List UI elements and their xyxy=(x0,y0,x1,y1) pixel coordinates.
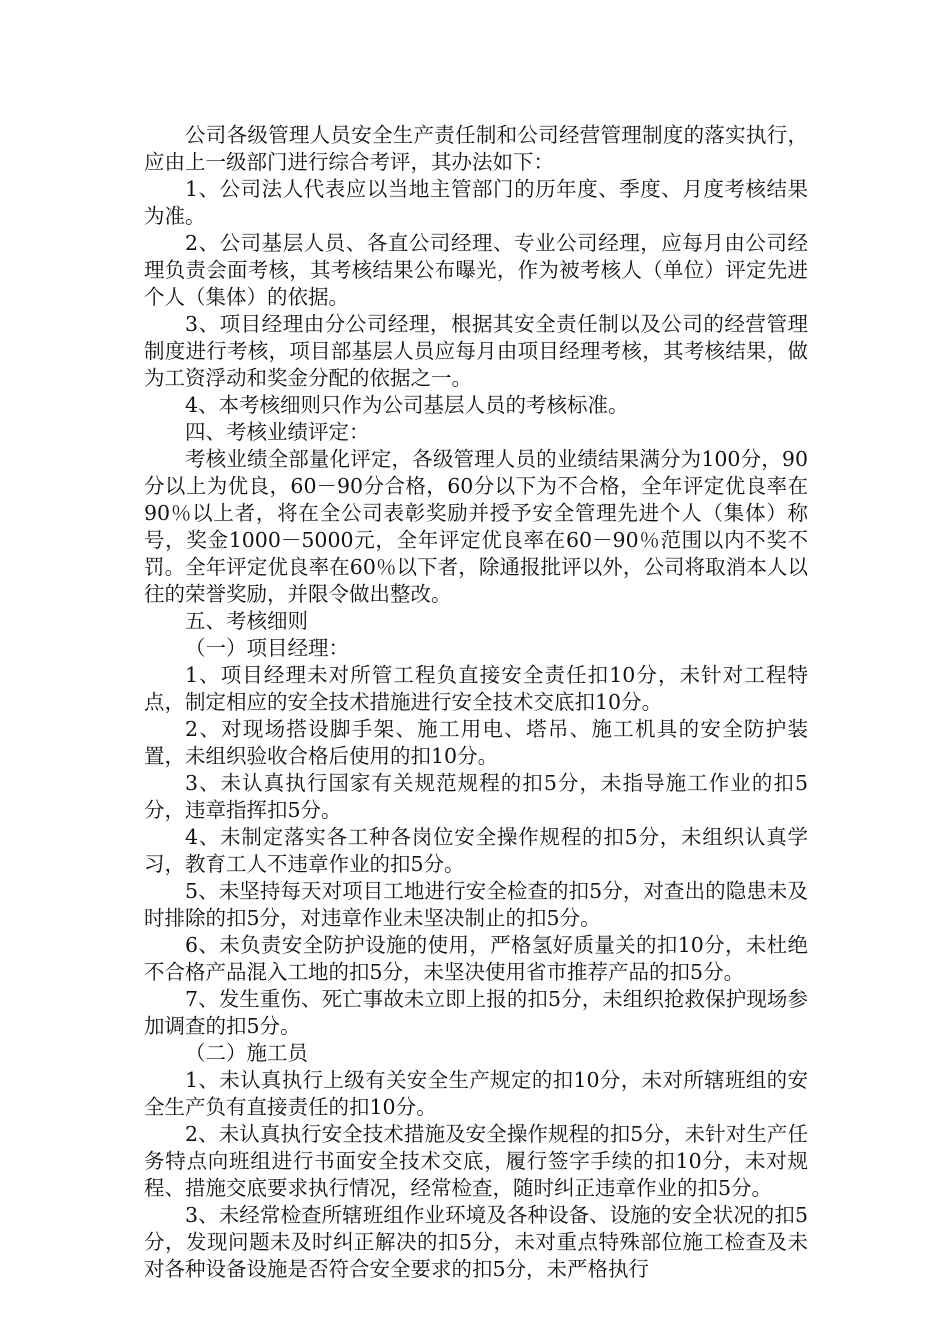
paragraph-item-4: 4、本考核细则只作为公司基层人员的考核标准。 xyxy=(185,393,629,417)
pm-rule-3: 3、未认真执行国家有关规范规程的扣5分，未指导施工作业的扣5分，违章指挥扣5分。 xyxy=(144,771,808,822)
section-heading-4: 四、考核业绩评定： xyxy=(185,420,370,444)
pm-rule-2: 2、对现场搭设脚手架、施工用电、塔吊、施工机具的安全防护装置，未组织验收合格后使用的扣10分。 xyxy=(144,717,808,768)
pm-rule-7: 7、发生重伤、死亡事故未立即上报的扣5分，未组织抢救保护现场参加调查的扣5分。 xyxy=(144,987,808,1038)
document-page xyxy=(144,122,808,1283)
worker-rule-2: 2、未认真执行安全技术措施及安全操作规程的扣5分，未针对生产任务特点向班组进行书面安全技术交底，履行签字手续的扣10分，未对规程、措施交底要求执行情况，经常检查，随时纠正违章作业的扣5分。 xyxy=(144,1122,808,1200)
pm-rule-5: 5、未坚持每天对项目工地进行安全检查的扣5分，对查出的隐患未及时排除的扣5分，对违章作业未坚决制止的扣5分。 xyxy=(144,879,808,930)
worker-rule-1: 1、未认真执行上级有关安全生产规定的扣10分，未对所辖班组的安全生产负有直接责任的扣10分。 xyxy=(144,1068,808,1119)
subsection-heading-2: （二）施工员 xyxy=(185,1041,308,1065)
paragraph-item-2: 2、公司基层人员、各直公司经理、专业公司经理，应每月由公司经理负责会面考核，其考核结果公布曝光，作为被考核人（单位）评定先进个人（集体）的依据。 xyxy=(144,231,808,309)
pm-rule-6: 6、未负责安全防护设施的使用，严格氢好质量关的扣10分，未杜绝不合格产品混入工地的扣5分，未坚决使用省市推荐产品的扣5分。 xyxy=(144,933,808,984)
paragraph-item-3: 3、项目经理由分公司经理，根据其安全责任制以及公司的经营管理制度进行考核，项目部基层人员应每月由项目经理考核，其考核结果，做为工资浮动和奖金分配的依据之一。 xyxy=(144,312,808,390)
section-heading-5: 五、考核细则 xyxy=(185,609,308,633)
pm-rule-1: 1、项目经理未对所管工程负直接安全责任扣10分，未针对工程特点，制定相应的安全技术措施进行安全技术交底扣10分。 xyxy=(144,663,808,714)
paragraph-intro: 公司各级管理人员安全生产责任制和公司经营管理制度的落实执行，应由上一级部门进行综合考评，其办法如下： xyxy=(144,123,808,174)
worker-rule-3: 3、未经常检查所辖班组作业环境及各种设备、设施的安全状况的扣5分，发现问题未及时纠正解决的扣5分，未对重点特殊部位施工检查及未对各种设备设施是否符合安全要求的扣5分，未严格执行 xyxy=(144,1203,808,1281)
subsection-heading-1: （一）项目经理： xyxy=(185,636,349,660)
paragraph-item-1: 1、公司法人代表应以当地主管部门的历年度、季度、月度考核结果为准。 xyxy=(144,177,808,228)
pm-rule-4: 4、未制定落实各工种各岗位安全操作规程的扣5分，未组织认真学习，教育工人不违章作业的扣5分。 xyxy=(144,825,808,876)
paragraph-performance: 考核业绩全部量化评定，各级管理人员的业绩结果满分为100分，90分以上为优良，60－90分合格，60分以下为不合格，全年评定优良率在90％以上者，将在全公司表彰奖励并授予安全管理先进个人（集体）称号，奖金1000－5000元，全年评定优良率在60－90％范围以内不奖不罚。全年评定优良率在60％以下者，除通报批评以外，公司将取消本人以往的荣誉奖励，并限令做出整改。 xyxy=(144,447,808,606)
